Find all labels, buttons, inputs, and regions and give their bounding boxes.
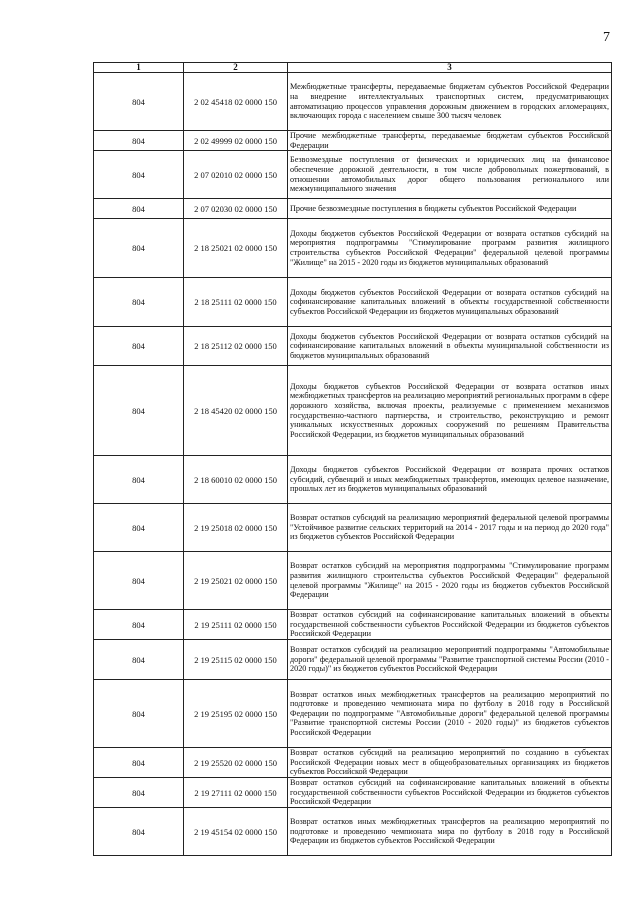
budget-code-cell: 2 19 27111 02 0000 150 bbox=[184, 778, 288, 808]
table-row bbox=[94, 680, 612, 748]
admin-code-cell: 804 bbox=[94, 504, 184, 552]
budget-code-cell: 2 18 25111 02 0000 150 bbox=[184, 278, 288, 327]
description-text: Доходы бюджетов субъектов Российской Федерации от возврата остатков иных межбюджетных трансфертов на реализацию мероприятий региональных программ в сфере дорожного хозяйства, включая проекты, реализуемые с применением механизмов государственно-частного партнерства, и строительство, реконструкцию и ремонт уникальных искусственных дорожных сооружений по решениям Правительства Российской Федерации, из бюджетов муниципальных образований bbox=[290, 381, 609, 439]
description-cell bbox=[288, 808, 612, 856]
table-row bbox=[94, 808, 612, 856]
admin-code-cell: 804 bbox=[94, 219, 184, 278]
description-cell bbox=[288, 219, 612, 278]
table-row bbox=[94, 366, 612, 456]
admin-code-cell: 804 bbox=[94, 610, 184, 640]
description-text: Возврат остатков субсидий на реализацию мероприятий федеральной целевой программы "Устойчивое развитие сельских территорий на 2014 - 2017 годы и на период до 2020 года" из бюджетов субъектов Российской Федерации bbox=[290, 513, 609, 542]
description-cell bbox=[288, 199, 612, 219]
table-row bbox=[94, 504, 612, 552]
table-row bbox=[94, 640, 612, 680]
budget-code-cell: 2 19 25195 02 0000 150 bbox=[184, 680, 288, 748]
admin-code-cell: 804 bbox=[94, 199, 184, 219]
table-row bbox=[94, 151, 612, 199]
description-cell bbox=[288, 151, 612, 199]
description-text: Доходы бюджетов субъектов Российской Федерации от возврата остатков субсидий на мероприятия подпрограммы "Стимулирование программ развития жилищного строительства субъектов Российской Федерации" федеральной целевой программы "Жилище" на 2015 - 2020 годы из бюджетов муниципальных образований bbox=[290, 228, 609, 267]
description-text: Возврат остатков иных межбюджетных трансфертов на реализацию мероприятий по подготовке и проведению чемпионата мира по футболу в 2018 году в Российской Федерации по подпрограмме "Автомобильные дороги" федеральной целевой программы "Развитие транспортной системы России (2010 - 2020 годы)" из бюджетов субъектов Российской Федерации bbox=[290, 689, 609, 737]
budget-code-cell: 2 19 45154 02 0000 150 bbox=[184, 808, 288, 856]
admin-code-cell: 804 bbox=[94, 131, 184, 151]
description-cell bbox=[288, 278, 612, 327]
description-text: Межбюджетные трансферты, передаваемые бюджетам субъектов Российской Федерации на внедрение интеллектуальных транспортных систем, предусматривающих автоматизацию процессов управления дорожным движением в городских агломерациях, включающих города с населением свыше 300 тысяч человек bbox=[290, 82, 609, 121]
admin-code-cell: 804 bbox=[94, 456, 184, 504]
description-cell bbox=[288, 778, 612, 808]
description-text: Возврат остатков субсидий на софинансирование капитальных вложений в объекты государственной собственности субъектов Российской Федерации из бюджетов субъектов Российской Федерации bbox=[290, 610, 609, 639]
admin-code-cell: 804 bbox=[94, 366, 184, 456]
table-row bbox=[94, 778, 612, 808]
budget-code-cell: 2 19 25111 02 0000 150 bbox=[184, 610, 288, 640]
revenue-codes-table bbox=[93, 62, 612, 856]
column-header-2: 2 bbox=[184, 63, 288, 73]
description-text: Возврат остатков субсидий на мероприятия подпрограммы "Стимулирование программ развития жилищного строительства субъектов Российской Федерации" федеральной целевой программы "Жилище" на 2015 - 2020 годы из бюджетов субъектов Российской Федерации bbox=[290, 561, 609, 600]
table-row bbox=[94, 131, 612, 151]
budget-code-cell: 2 19 25520 02 0000 150 bbox=[184, 748, 288, 778]
description-cell bbox=[288, 73, 612, 131]
description-text: Доходы бюджетов субъектов Российской Федерации от возврата остатков субсидий на софинансирование капитальных вложений в объекты государственной собственности субъектов Российской Федерации из бюджетов муниципальных образований bbox=[290, 287, 609, 316]
table-row bbox=[94, 73, 612, 131]
table-row bbox=[94, 278, 612, 327]
description-text: Возврат остатков иных межбюджетных трансфертов на реализацию мероприятий по подготовке и проведению чемпионата мира по футболу в 2018 году в Российской Федерации из бюджетов субъектов Российской Федерации bbox=[290, 817, 609, 846]
budget-code-cell: 2 18 45420 02 0000 150 bbox=[184, 366, 288, 456]
admin-code-cell: 804 bbox=[94, 278, 184, 327]
budget-code-cell: 2 18 25021 02 0000 150 bbox=[184, 219, 288, 278]
budget-code-cell: 2 02 45418 02 0000 150 bbox=[184, 73, 288, 131]
description-cell bbox=[288, 640, 612, 680]
table-body bbox=[94, 73, 612, 856]
description-cell bbox=[288, 552, 612, 610]
table-row bbox=[94, 219, 612, 278]
budget-code-cell: 2 07 02010 02 0000 150 bbox=[184, 151, 288, 199]
page-number: 7 bbox=[603, 30, 610, 45]
admin-code-cell: 804 bbox=[94, 808, 184, 856]
admin-code-cell: 804 bbox=[94, 151, 184, 199]
budget-code-cell: 2 19 25115 02 0000 150 bbox=[184, 640, 288, 680]
description-cell bbox=[288, 456, 612, 504]
budget-code-cell: 2 18 60010 02 0000 150 bbox=[184, 456, 288, 504]
description-text: Прочие безвозмездные поступления в бюджеты субъектов Российской Федерации bbox=[290, 203, 577, 213]
admin-code-cell: 804 bbox=[94, 748, 184, 778]
budget-code-cell: 2 07 02030 02 0000 150 bbox=[184, 199, 288, 219]
table-row bbox=[94, 552, 612, 610]
admin-code-cell: 804 bbox=[94, 640, 184, 680]
description-cell bbox=[288, 131, 612, 151]
description-text: Возврат остатков субсидий на реализацию мероприятий по созданию в субъектах Российской Федерации новых мест в общеобразовательных организациях из бюджетов субъектов Российской Федерации bbox=[290, 748, 609, 777]
description-cell bbox=[288, 610, 612, 640]
table-row bbox=[94, 456, 612, 504]
description-text: Доходы бюджетов субъектов Российской Федерации от возврата прочих остатков субсидий, субвенций и иных межбюджетных трансфертов, имеющих целевое назначение, прошлых лет из бюджетов муниципальных образований bbox=[290, 465, 609, 494]
description-cell bbox=[288, 327, 612, 366]
table-row bbox=[94, 610, 612, 640]
description-text: Доходы бюджетов субъектов Российской Федерации от возврата остатков субсидий на софинансирование капитальных вложений в объекты муниципальной собственности из бюджетов муниципальных образований bbox=[290, 331, 609, 360]
description-cell bbox=[288, 680, 612, 748]
admin-code-cell: 804 bbox=[94, 73, 184, 131]
admin-code-cell: 804 bbox=[94, 778, 184, 808]
description-cell bbox=[288, 504, 612, 552]
description-cell bbox=[288, 366, 612, 456]
budget-code-cell: 2 19 25018 02 0000 150 bbox=[184, 504, 288, 552]
description-text: Возврат остатков субсидий на реализацию мероприятий подпрограммы "Автомобильные дороги" федеральной целевой программы "Развитие транспортной системы России (2010 - 2020 годы)" из бюджетов субъектов Российской Федерации bbox=[290, 645, 609, 674]
budget-code-cell: 2 02 49999 02 0000 150 bbox=[184, 131, 288, 151]
budget-code-cell: 2 19 25021 02 0000 150 bbox=[184, 552, 288, 610]
admin-code-cell: 804 bbox=[94, 552, 184, 610]
table-header-row bbox=[94, 63, 612, 73]
table-row bbox=[94, 199, 612, 219]
table-row bbox=[94, 327, 612, 366]
description-text: Безвозмездные поступления от физических и юридических лиц на финансовое обеспечение дорожной деятельности, в том числе добровольных пожертвований, в отношении автомобильных дорог общего пользования регионального или межмуниципального значения bbox=[290, 155, 609, 194]
column-header-3: 3 bbox=[288, 63, 612, 73]
admin-code-cell: 804 bbox=[94, 327, 184, 366]
table-row bbox=[94, 748, 612, 778]
description-text: Возврат остатков субсидий на софинансирование капитальных вложений в объекты государственной собственности субъектов Российской Федерации из бюджетов субъектов Российской Федерации bbox=[290, 778, 609, 807]
description-cell bbox=[288, 748, 612, 778]
column-header-1: 1 bbox=[94, 63, 184, 73]
budget-code-cell: 2 18 25112 02 0000 150 bbox=[184, 327, 288, 366]
description-text: Прочие межбюджетные трансферты, передаваемые бюджетам субъектов Российской Федерации bbox=[290, 131, 609, 150]
admin-code-cell: 804 bbox=[94, 680, 184, 748]
